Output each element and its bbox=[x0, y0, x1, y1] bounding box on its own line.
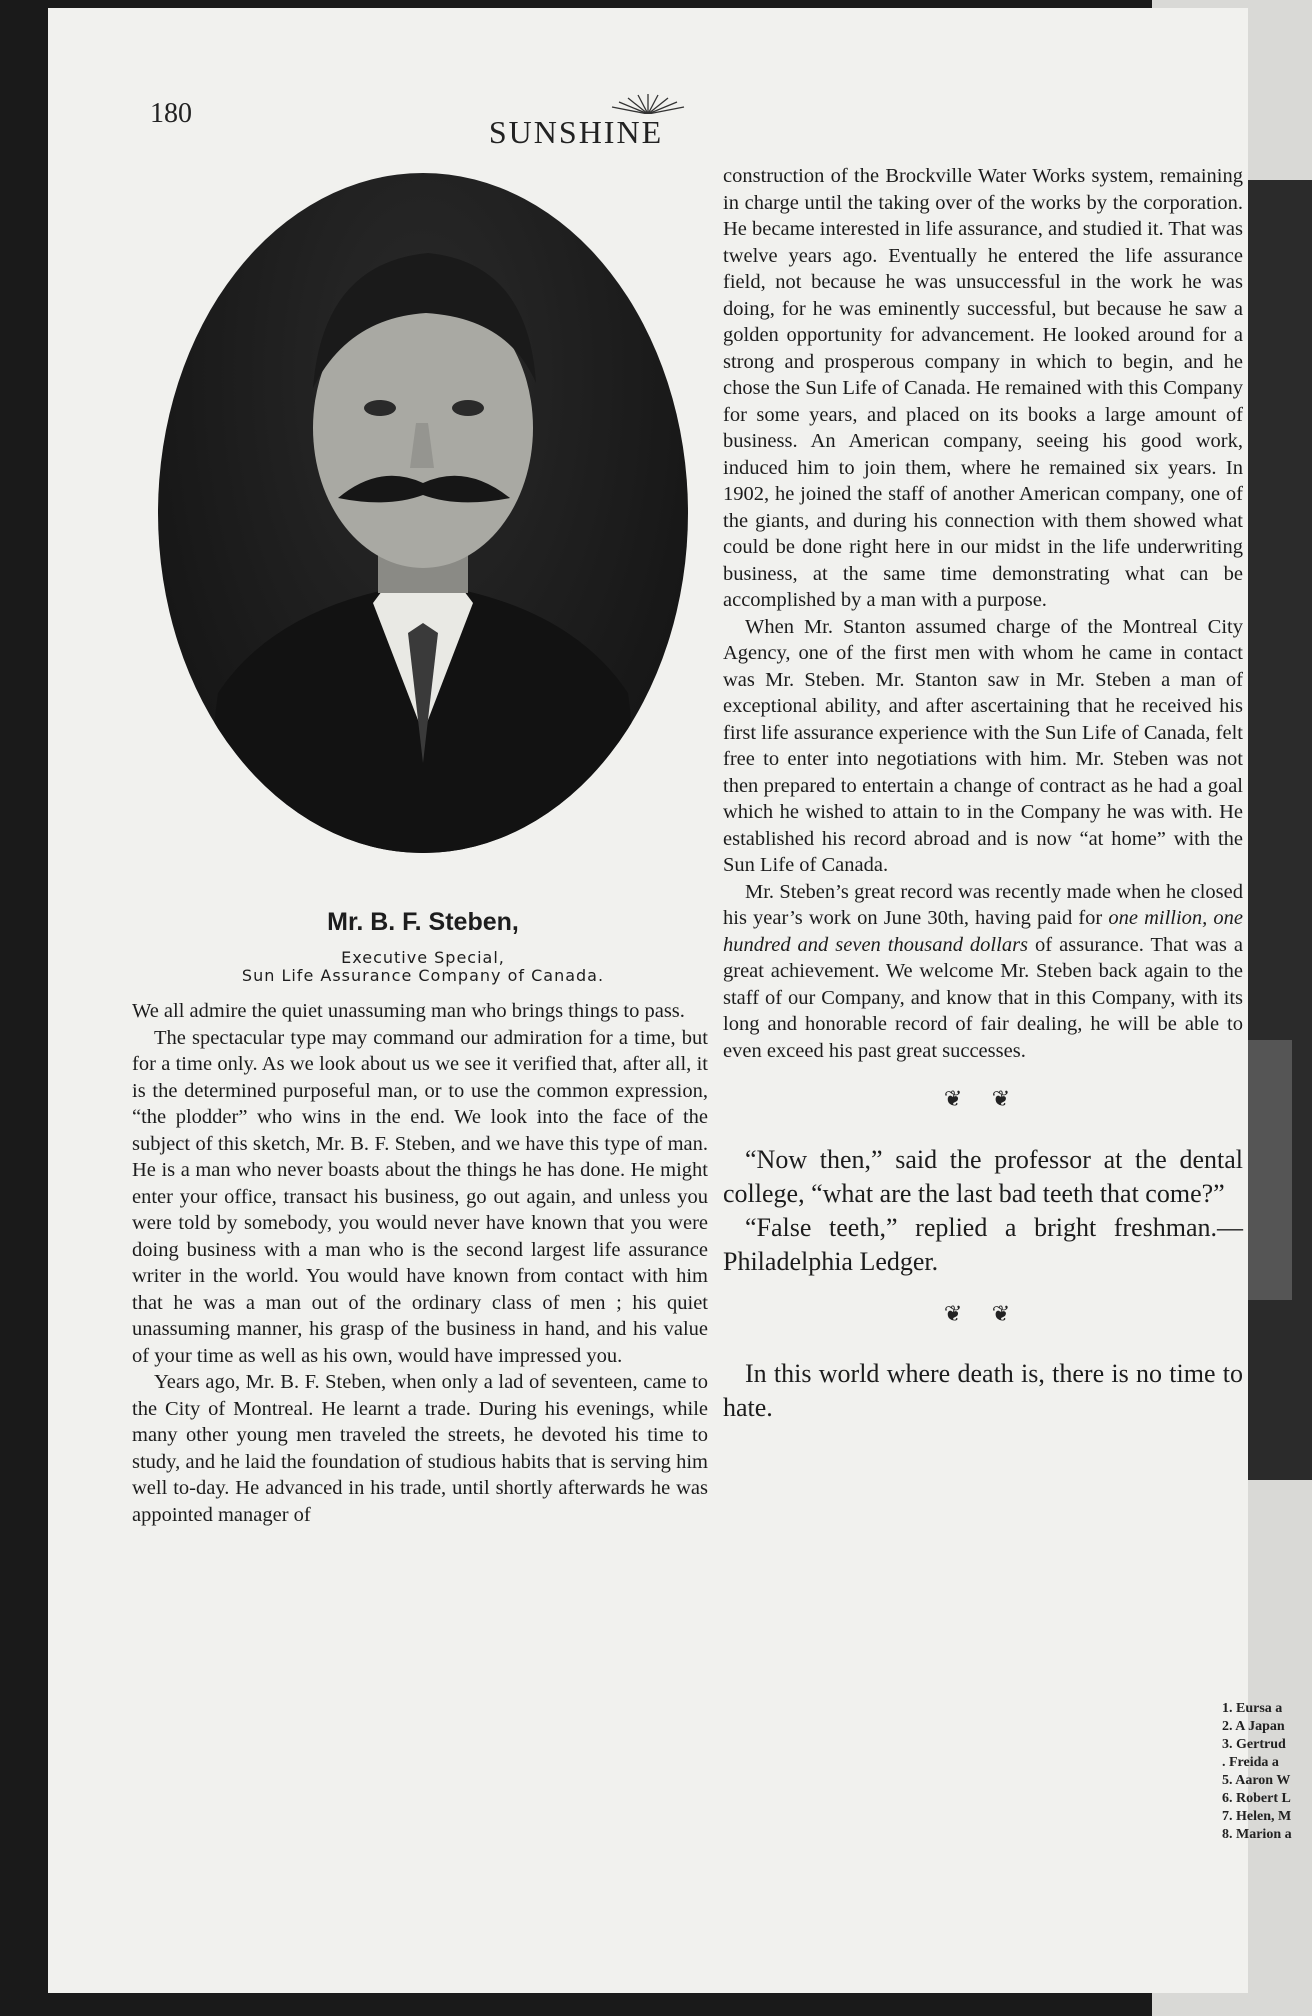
fleuron-divider: ❦ ❦ bbox=[943, 1086, 1023, 1111]
paragraph: Years ago, Mr. B. F. Steben, when only a lad of seventeen, came to the City of Montreal. He learnt a trade. During his evenings, while many other young men traveled the streets, he devoted his time to study, and he laid the foundation of studious habits that is serving him well to-day. He advanced in his trade, until shortly afterwards he was appointed manager of bbox=[132, 1371, 708, 1526]
facing-list-item: . Freida a bbox=[1222, 1755, 1279, 1770]
text-run: of assurance. That was a great achievement. We welcome Mr. Steben back again to the staff of our Company, and know that in this Company, with its long and honorable record of fair dealing, he will be able to even exceed his past great successes. bbox=[723, 933, 1243, 1062]
paragraph: We all admire the quiet unassuming man who brings things to pass. bbox=[132, 1000, 685, 1022]
facing-page-list bbox=[1222, 1700, 1312, 1844]
page-number: 180 bbox=[150, 98, 192, 129]
facing-list-item: 1. Eursa a bbox=[1222, 1701, 1283, 1716]
left-column bbox=[132, 998, 708, 1528]
anecdote-answer: “False teeth,” replied a bright freshman.—Philadelphia Ledger. bbox=[723, 1212, 1243, 1276]
portrait-caption-title: Executive Special, bbox=[341, 948, 505, 967]
anecdote-question: “Now then,” said the professor at the dental college, “what are the last bad teeth that come?” bbox=[723, 1144, 1243, 1208]
portrait-caption-name: Mr. B. F. Steben, bbox=[327, 908, 519, 936]
sunburst-icon bbox=[588, 92, 708, 114]
fleuron-divider: ❦ ❦ bbox=[943, 1300, 1023, 1326]
text-run: Mr. Steben’s great record was recently made when he closed his year’s work on June 30th, having paid for bbox=[723, 880, 1243, 929]
anecdote bbox=[723, 1143, 1243, 1279]
portrait-photo bbox=[158, 173, 688, 853]
masthead-title: SUNSHINE bbox=[488, 114, 664, 150]
paragraph: The spectacular type may command our admiration for a time, but for a time only. As we look about us we see it verified that, after all, it is the determined purposeful man, or to use the common expression, “the plodder” who wins in the end. We look into the face of the subject of this sketch, Mr. B. F. Steben, and we have this type of man. He is a man who never boasts about the things he has done. He might enter your office, transact his business, go out again, and unless you were told by somebody, you would never have known that you were doing business with a man who is the second largest life assurance writer in the world. You would have known from contact with him that he was a man out of the ordinary class of men ; his quiet unassuming manner, his grasp of the business in hand, and his value of your time as well as his own, would have impressed you. bbox=[132, 1026, 708, 1367]
paragraph: When Mr. Stanton assumed charge of the Montreal City Agency, one of the first men with whom he came in contact was Mr. Steben. Mr. Stanton saw in Mr. Steben a man of exceptional ability, and after ascertaining that he received his first life assurance experience with the Sun Life of Canada, felt free to enter into negotiations with him. Mr. Steben was not then prepared to entertain a change of contract as he had a goal which he wished to attain to in the Company he was with. He established his record abroad and is now “at home” with the Sun Life of Canada. bbox=[723, 615, 1243, 876]
right-column bbox=[723, 163, 1243, 1425]
facing-list-item: 6. Robert L bbox=[1222, 1791, 1291, 1806]
portrait-figure bbox=[158, 173, 688, 853]
portrait-caption-company: Sun Life Assurance Company of Canada. bbox=[241, 966, 605, 985]
closing-line: In this world where death is, there is no time to hate. bbox=[723, 1359, 1243, 1422]
facing-list-item: 8. Marion a bbox=[1222, 1827, 1292, 1842]
magazine-page bbox=[48, 8, 1248, 1993]
closing-quote bbox=[723, 1357, 1243, 1425]
facing-list-item: 7. Helen, M bbox=[1222, 1809, 1292, 1824]
paragraph: construction of the Brockville Water Works system, remaining in charge until the taking over of the works by the corporation. He became interested in life assurance, and studied it. That was twelve years ago. Eventually he entered the life assurance field, not because he was unsuccessful in the work he was doing, for he was eminently successful, but because he saw a golden opportunity for advancement. He looked around for a strong and prosperous company in which to begin, and he chose the Sun Life of Canada. He remained with this Company for some years, and placed on its books a large amount of business. An American company, seeing his good work, induced him to join them, where he remained six years. In 1902, he joined the staff of another American company, one of the giants, and during his connection with them showed what could be done right here in our midst in the life underwriting business, at the same time demonstrating what can be accomplished by a man with a purpose. bbox=[723, 165, 1243, 611]
paragraph-achievement bbox=[723, 879, 1243, 1065]
facing-list-item: 2. A Japan bbox=[1222, 1719, 1285, 1734]
facing-list-item: 5. Aaron W bbox=[1222, 1773, 1291, 1788]
masthead bbox=[48, 92, 1248, 151]
facing-list-item: 3. Gertrud bbox=[1222, 1737, 1286, 1752]
italic-amount: one million, one hundred and seven thousand dollars bbox=[723, 907, 1243, 956]
